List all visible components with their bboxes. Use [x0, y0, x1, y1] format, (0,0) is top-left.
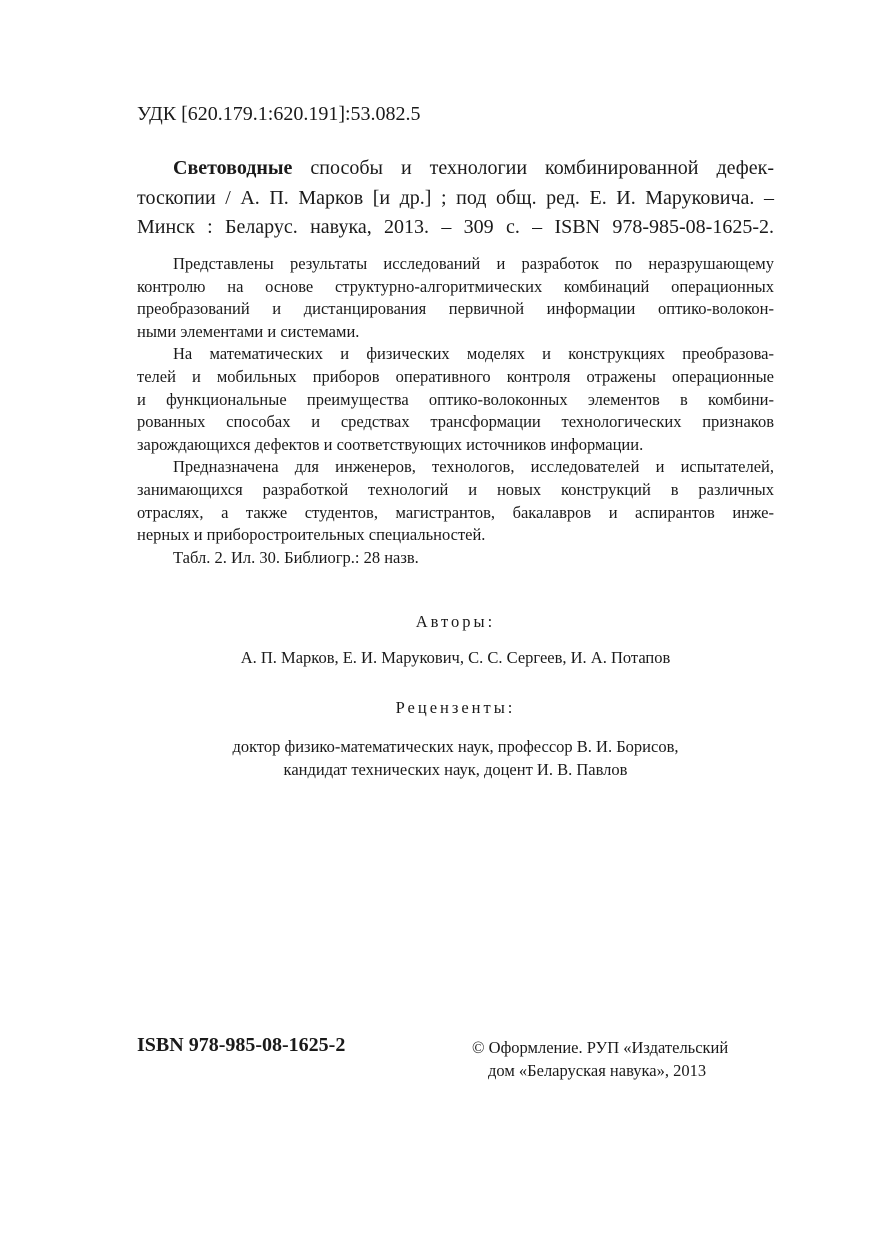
reviewer-2: кандидат технических наук, доцент И. В. Павлов — [283, 760, 628, 779]
abstract-line: отраслях, а также студентов, магистрантов, бакалавров и аспирантов инже- — [137, 502, 774, 522]
udk-code: УДК [620.179.1:620.191]:53.082.5 — [137, 103, 421, 125]
abstract-line: ными элементами и системами. — [137, 321, 360, 341]
abstract-line: контролю на основе структурно-алгоритмических комбинаций операционных — [137, 276, 774, 296]
reviewer-1: доктор физико-математических наук, профессор В. И. Борисов, — [232, 737, 679, 756]
isbn-number: ISBN 978-985-08-1625-2 — [137, 1034, 346, 1056]
bibliographic-line-1 — [137, 154, 774, 184]
abstract-line: занимающихся разработкой технологий и новых конструкций в различных — [137, 479, 774, 499]
abstract-line: рованных способах и средствах трансформации технологических признаков — [137, 412, 774, 432]
authors-names: А. П. Марков, Е. И. Марукович, С. С. Сергеев, И. А. Потапов — [240, 648, 671, 667]
abstract-line: На математических и физических моделях и конструкциях преобразова- — [173, 344, 774, 364]
abstract-line: преобразований и дистанцирования первичной информации оптико-волокон- — [137, 299, 774, 319]
book-title-bold: Световодные — [173, 157, 293, 179]
reviewers-list — [137, 735, 774, 781]
abstract-line: зарождающихся дефектов и соответствующих источников информации. — [137, 434, 644, 454]
bibliographic-line-2: тоскопии / А. П. Марков [и др.] ; под общ. ред. Е. И. Маруковича. – — [137, 186, 774, 209]
bibliographic-line-3: Минск : Беларус. навука, 2013. – 309 с. – ISBN 978-985-08-1625-2. — [137, 216, 774, 238]
copyright-line-2: дом «Беларуская навука», 2013 — [488, 1061, 707, 1080]
reviewers-heading: Рецензенты: — [395, 698, 516, 717]
abstract-line: Представлены результаты исследований и разработок по неразрушающему — [173, 254, 774, 273]
copyright-line-1: © Оформление. РУП «Издательский — [472, 1038, 729, 1057]
abstract-line: Табл. 2. Ил. 30. Библиогр.: 28 назв. — [173, 547, 419, 567]
bibliographic-record — [137, 154, 774, 243]
abstract-line: нерных и приборостроительных специальностей. — [137, 525, 486, 545]
bibliographic-line-1-rest: способы и технологии комбинированной дефек- — [292, 157, 774, 179]
abstract-line: Предназначена для инженеров, технологов, исследователей и испытателей, — [173, 457, 774, 477]
authors-heading: Авторы: — [415, 612, 496, 631]
abstract-line: и функциональные преимущества оптико-волоконных элементов в комбини- — [137, 389, 774, 409]
copyright-notice — [472, 1036, 728, 1082]
abstract-line: телей и мобильных приборов оперативного контроля отражены операционные — [137, 366, 774, 386]
abstract — [137, 253, 774, 569]
